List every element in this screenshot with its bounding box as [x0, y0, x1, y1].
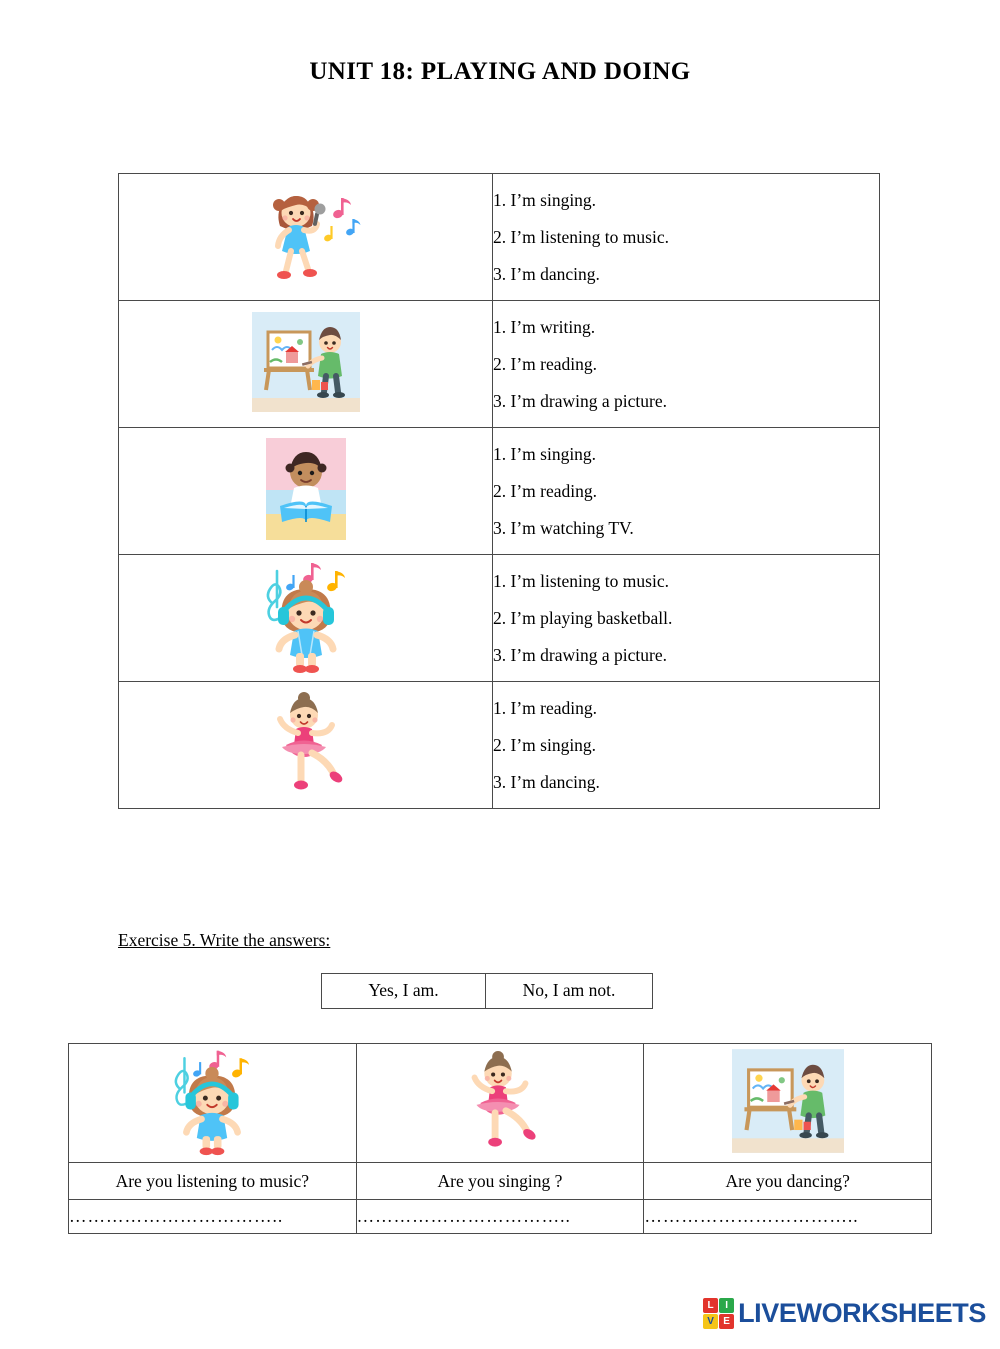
logo-row-bottom: [703, 1314, 734, 1329]
picture-cell: [119, 428, 493, 555]
table-row: [119, 555, 880, 682]
girl-ballet-dancing-icon: [451, 1048, 549, 1159]
option-text: 1. I’m reading.: [493, 697, 597, 718]
girl-headphones-music-icon: [154, 1045, 270, 1162]
main-exercise-table: [118, 173, 880, 809]
options-cell: [493, 555, 880, 682]
question-text: Are you singing ?: [356, 1163, 644, 1200]
options-cell: [493, 428, 880, 555]
boy-painting-easel-icon: [252, 312, 360, 417]
answer-input-line[interactable]: ……………………………..: [69, 1200, 357, 1234]
brand-name: LIVEWORKSHEETS: [738, 1298, 986, 1328]
option-text: 3. I’m drawing a picture.: [493, 645, 667, 666]
option-text: 1. I’m singing.: [493, 189, 597, 210]
exercise5-questions-table: [68, 1043, 932, 1234]
table-row: [322, 974, 653, 1009]
table-row-answers: [69, 1200, 932, 1234]
options-cell: [493, 301, 880, 428]
logo-block-v: V: [703, 1314, 718, 1329]
table-row-questions: [69, 1163, 932, 1200]
answer-bank-table: [321, 973, 653, 1009]
options-cell: [493, 682, 880, 809]
answer-bank-no: No, I am not.: [486, 974, 653, 1009]
picture-cell: [119, 682, 493, 809]
table-row: [119, 682, 880, 809]
answer-bank-yes: Yes, I am.: [322, 974, 486, 1009]
option-text: 2. I’m reading.: [493, 353, 597, 374]
picture-cell: [69, 1044, 357, 1163]
table-row: [119, 428, 880, 555]
girl-ballet-dancing-icon: [256, 689, 356, 802]
table-row-images: [69, 1044, 932, 1163]
worksheet-page: [0, 58, 1000, 1349]
option-text: 3. I’m drawing a picture.: [493, 391, 667, 412]
logo-block-e: E: [719, 1314, 734, 1329]
table-row: [119, 174, 880, 301]
option-text: 3. I’m dancing.: [493, 772, 600, 793]
picture-cell: [119, 174, 493, 301]
question-text: Are you dancing?: [644, 1163, 932, 1200]
picture-cell: [644, 1044, 932, 1163]
picture-cell: [119, 555, 493, 682]
liveworksheets-logo[interactable]: [703, 1298, 986, 1329]
picture-cell: [356, 1044, 644, 1163]
option-text: 3. I’m dancing.: [493, 264, 600, 285]
option-text: 1. I’m singing.: [493, 443, 597, 464]
page-title: UNIT 18: PLAYING AND DOING: [309, 58, 691, 85]
girl-headphones-music-icon: [246, 557, 366, 680]
girl-singing-microphone-icon: [246, 180, 366, 295]
question-text: Are you listening to music?: [69, 1163, 357, 1200]
table-row: [119, 301, 880, 428]
option-text: 1. I’m writing.: [493, 316, 596, 337]
logo-block-l: L: [703, 1298, 718, 1313]
option-text: 2. I’m playing basketball.: [493, 607, 673, 628]
boy-reading-book-icon: [266, 438, 346, 545]
options-cell: [493, 174, 880, 301]
answer-input-line[interactable]: ……………………………..: [356, 1200, 644, 1234]
option-text: 2. I’m singing.: [493, 734, 597, 755]
option-text: 3. I’m watching TV.: [493, 518, 634, 539]
exercise5-heading: Exercise 5. Write the answers:: [118, 930, 331, 950]
option-text: 2. I’m listening to music.: [493, 226, 669, 247]
logo-blocks: [703, 1298, 734, 1329]
logo-row-top: [703, 1298, 734, 1313]
answer-input-line[interactable]: ……………………………..: [644, 1200, 932, 1234]
boy-painting-easel-icon: [732, 1049, 844, 1158]
option-text: 2. I’m reading.: [493, 480, 597, 501]
picture-cell: [119, 301, 493, 428]
logo-block-i: I: [719, 1298, 734, 1313]
option-text: 1. I’m listening to music.: [493, 570, 669, 591]
